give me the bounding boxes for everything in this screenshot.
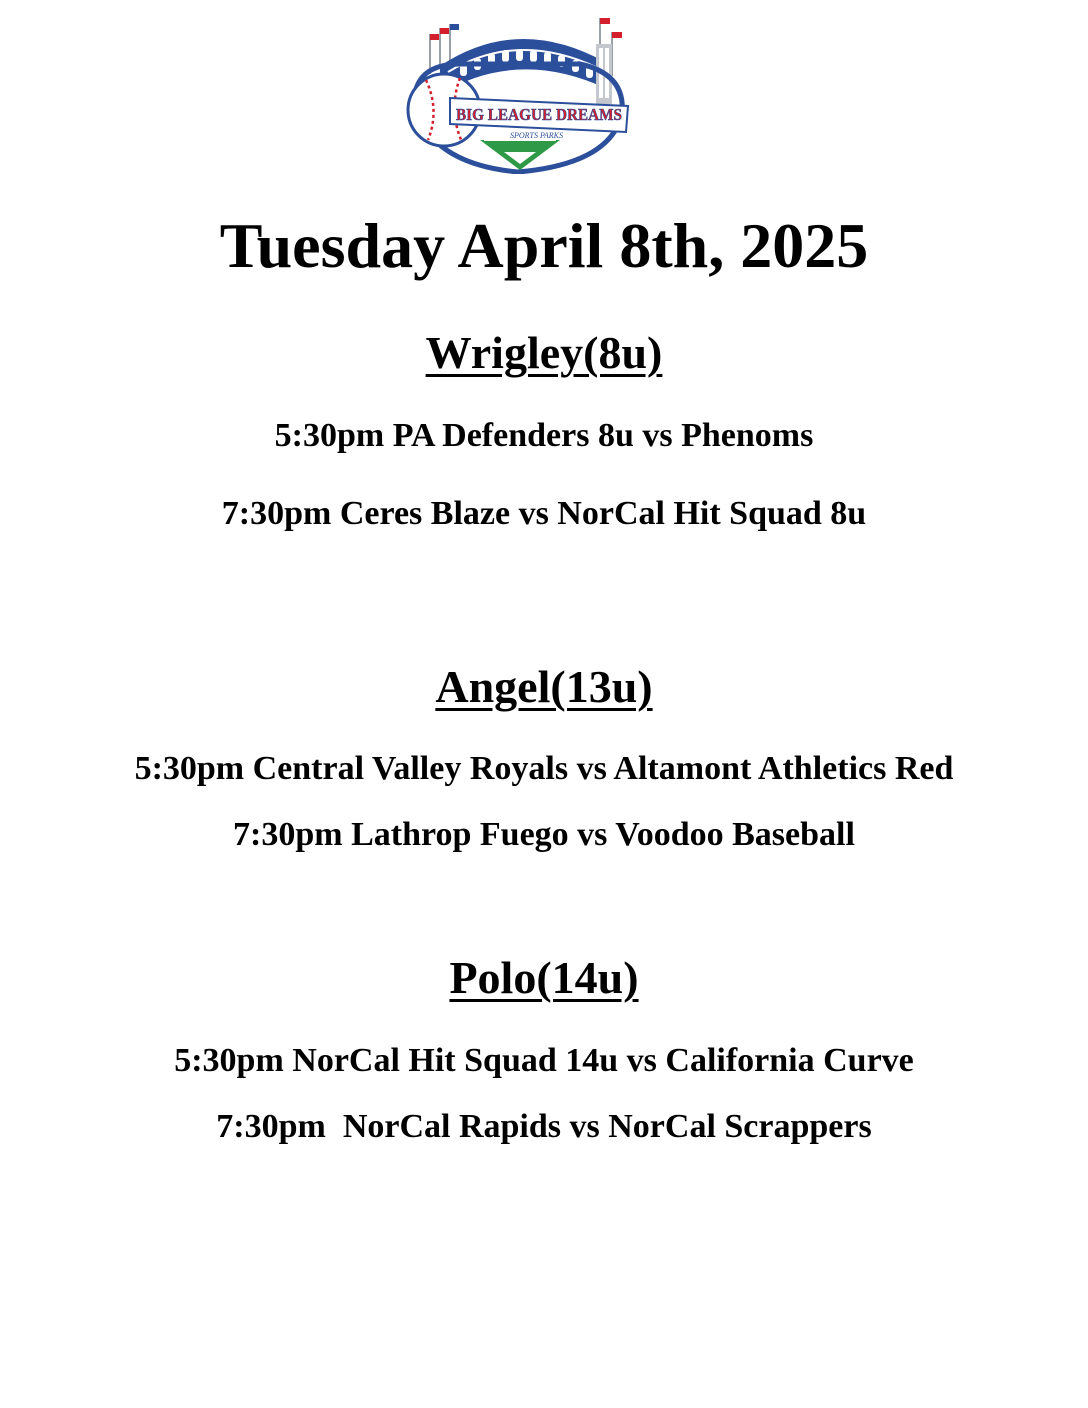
field-heading-wrigley: Wrigley(8u) bbox=[425, 327, 663, 378]
page-title: Tuesday April 8th, 2025 bbox=[219, 210, 869, 281]
logo-tagline-text: SPORTS PARKS bbox=[510, 131, 563, 140]
game-listing: 7:30pm NorCal Rapids vs NorCal Scrappers bbox=[216, 1108, 872, 1145]
big-league-dreams-logo bbox=[400, 14, 636, 174]
game-listing: 5:30pm Central Valley Royals vs Altamont Athletics Red bbox=[134, 750, 954, 787]
game-listing: 7:30pm Ceres Blaze vs NorCal Hit Squad 8u bbox=[221, 495, 867, 532]
game-listing: 5:30pm NorCal Hit Squad 14u vs California Curve bbox=[174, 1042, 914, 1079]
game-listing: 7:30pm Lathrop Fuego vs Voodoo Baseball bbox=[233, 816, 855, 853]
field-heading-angel: Angel(13u) bbox=[435, 661, 653, 712]
logo-brand-text: BIG LEAGUE DREAMS bbox=[456, 105, 622, 124]
game-listing: 5:30pm PA Defenders 8u vs Phenoms bbox=[274, 417, 814, 454]
field-heading-polo: Polo(14u) bbox=[449, 952, 639, 1003]
